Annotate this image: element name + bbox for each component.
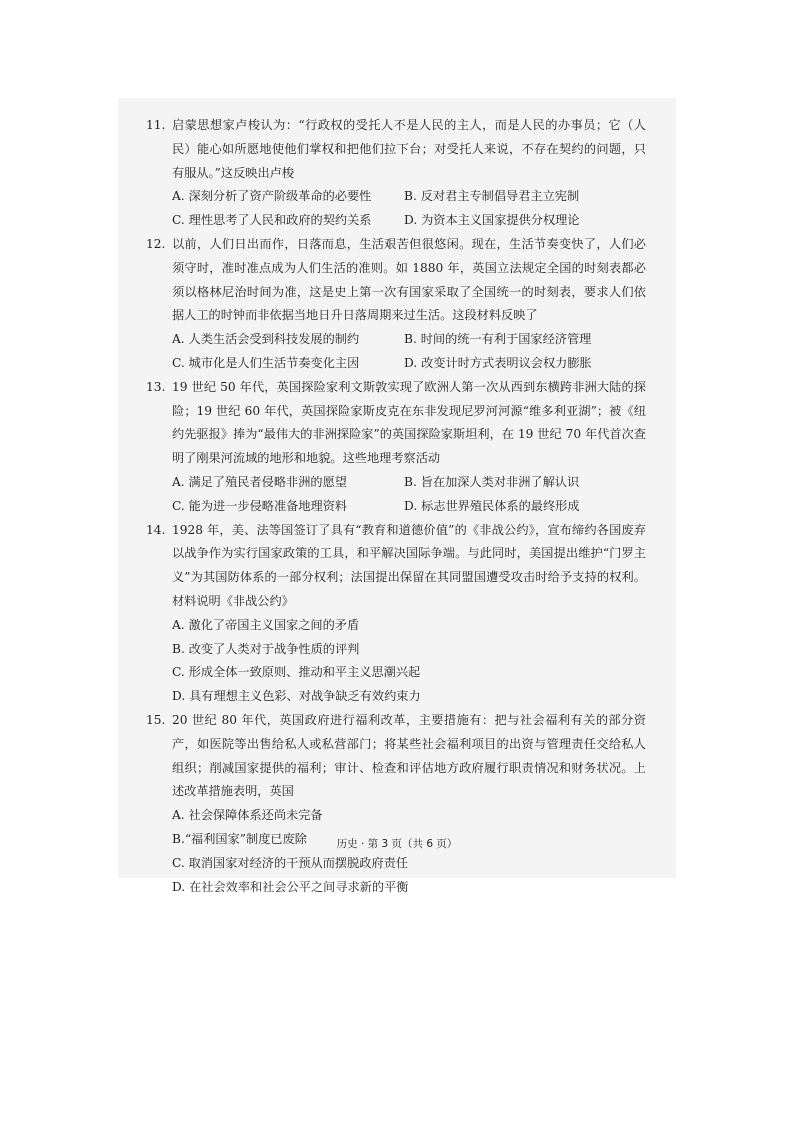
option-a: A. 满足了殖民者侵略非洲的愿望	[172, 474, 347, 489]
question-11	[146, 114, 646, 233]
question-stem: 启蒙思想家卢梭认为：“行政权的受托人不是人民的主人，而是人民的办事员；它（人民）能心如所愿地使他们掌权和把他们拉下台；对受托人来说，不存在契约的问题，只有服从。”这反映出卢梭	[172, 118, 646, 180]
question-number: 14.	[146, 522, 166, 537]
option-d: D. 具有理想主义色彩、对战争缺乏有效约束力	[172, 689, 421, 704]
option-d: D. 标志世界殖民体系的最终形成	[404, 498, 580, 513]
option-d: D. 在社会效率和社会公平之间寻求新的平衡	[172, 879, 409, 894]
option-b: B. 时间的统一有利于国家经济管理	[404, 332, 592, 347]
question-14	[146, 519, 646, 709]
option-row	[172, 352, 646, 376]
option-row	[172, 328, 646, 352]
option-a: A. 人类生活会受到科技发展的制约	[172, 332, 360, 347]
option-c: C. 理性思考了人民和政府的契约关系	[172, 213, 372, 228]
question-stem: 以前，人们日出而作，日落而息，生活艰苦但很悠闲。现在，生活节奏变快了，人们必须守时，准时准点成为人们生活的准则。如 1880 年，英国立法规定全国的时刻表都必须以格林尼治时间为准，这是史上第一次有国家采取了全国统一的时刻表，要求人们依据人工的时钟而非依据当地日升日落周期来过生活。这段材料反映了	[172, 236, 646, 323]
option-a: A. 激化了帝国主义国家之间的矛盾	[172, 617, 360, 632]
exam-page	[146, 114, 646, 899]
question-stem: 1928 年，美、法等国签订了具有“教育和道德价值”的《非战公约》，宣布缔约各国废弃以战争作为实行国家政策的工具，和平解决国际争端。与此同时，美国提出维护“门罗主义”为其国防体系的一部分权利；法国提出保留在其同盟国遭受攻击时给予支持的权利。材料说明《非战公约》	[172, 522, 646, 608]
option-row	[172, 185, 646, 209]
option-d: D. 改变计时方式表明议会权力膨胀	[404, 355, 592, 370]
option-b: B.“福利国家”制度已废除	[172, 831, 307, 846]
question-number: 12.	[146, 236, 166, 251]
question-stem: 19 世纪 50 年代，英国探险家利文斯敦实现了欧洲人第一次从西到东横跨非洲大陆的探险；19 世纪 60 年代，英国探险家斯皮克在东非发现尼罗河河源“维多利亚湖”；被《纽约先驱报》捧为“最伟大的非洲探险家”的英国探险家斯坦利，在 19 世纪 70 年代首次查明了刚果河流域的地形和地貌。这些地理考察活动	[172, 379, 646, 466]
option-b: B. 旨在加深人类对非洲了解认识	[404, 474, 580, 489]
question-number: 13.	[146, 379, 166, 394]
option-c: C. 形成全体一致原则、推动和平主义思潮兴起	[172, 665, 421, 680]
option-c: C. 城市化是人们生活节奏变化主因	[172, 355, 360, 370]
page-footer: 历史 · 第 3 页（共 6 页）	[336, 838, 458, 850]
option-c: C. 能为进一步侵略准备地理资料	[172, 498, 348, 513]
option-row	[172, 495, 646, 519]
question-stem: 20 世纪 80 年代，英国政府进行福利改革，主要措施有：把与社会福利有关的部分资产，如医院等出售给私人或私营部门；将某些社会福利项目的出资与管理责任交给私人组织；削减国家提供的福利；审计、检查和评估地方政府履行职责情况和财务状况。上述改革措施表明，英国	[172, 712, 646, 799]
question-number: 11.	[146, 118, 166, 132]
option-b: B. 反对君主专制倡导君主立宪制	[404, 189, 580, 204]
option-c: C. 取消国家对经济的干预从而摆脱政府责任	[172, 855, 409, 870]
question-number: 15.	[146, 712, 166, 727]
option-row	[172, 209, 646, 233]
question-12	[146, 233, 646, 376]
option-a: A. 深刻分析了资产阶级革命的必要性	[172, 189, 372, 204]
option-d: D. 为资本主义国家提供分权理论	[404, 213, 580, 228]
option-a: A. 社会保障体系还尚未完备	[172, 808, 323, 823]
question-13	[146, 376, 646, 519]
question-15	[146, 709, 646, 899]
option-b: B. 改变了人类对于战争性质的评判	[172, 641, 360, 656]
option-row	[172, 471, 646, 495]
